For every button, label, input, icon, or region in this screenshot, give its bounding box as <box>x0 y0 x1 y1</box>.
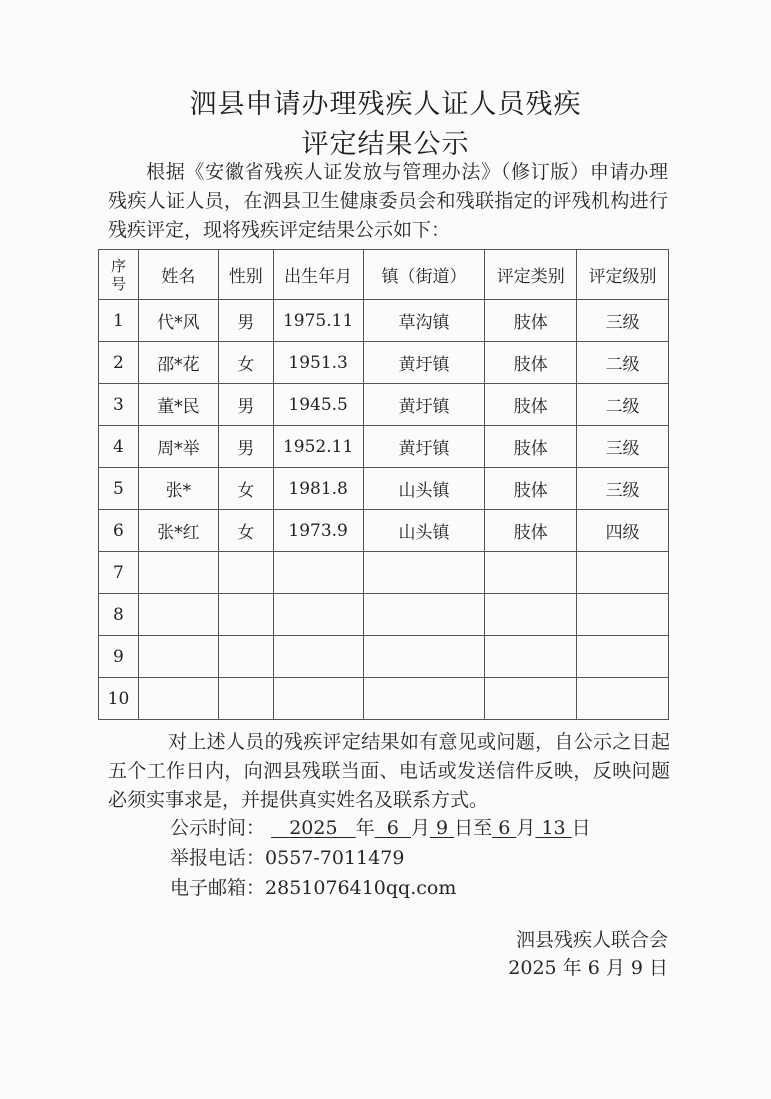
report-phone <box>170 843 404 870</box>
table-cell: 女 <box>218 342 273 384</box>
document-title-line2: 评定结果公示 <box>301 129 470 160</box>
table-cell: 肢体 <box>485 426 577 468</box>
table-cell <box>218 678 273 720</box>
column-header: 镇（街道） <box>363 250 485 300</box>
table-row <box>99 468 669 510</box>
notice-to: 日至 <box>454 817 493 839</box>
table-cell: 1973.9 <box>273 510 363 552</box>
table-cell: 1975.11 <box>273 300 363 342</box>
table-cell: 张*红 <box>138 510 218 552</box>
day-unit: 日 <box>571 817 591 839</box>
table-cell: 男 <box>218 300 273 342</box>
table-cell: 周*举 <box>138 426 218 468</box>
column-header: 性别 <box>218 250 273 300</box>
signature-org: 泗县残疾人联合会 <box>515 929 668 951</box>
table-cell: 张* <box>138 468 218 510</box>
table-cell <box>273 636 363 678</box>
table-cell: 山头镇 <box>363 510 485 552</box>
table-cell: 10 <box>99 678 139 720</box>
table-cell: 7 <box>99 552 139 594</box>
table-cell <box>138 552 218 594</box>
table-cell: 山头镇 <box>363 468 485 510</box>
table-cell: 3 <box>99 384 139 426</box>
table-cell <box>577 594 669 636</box>
report-phone-label: 举报电话： <box>170 847 266 869</box>
table-cell: 女 <box>218 510 273 552</box>
table-row <box>99 300 669 342</box>
table-cell: 2 <box>99 342 139 384</box>
notice-year: 2025 <box>289 817 338 839</box>
table-cell <box>485 594 577 636</box>
table-body <box>99 300 669 720</box>
month-unit: 月 <box>410 817 430 839</box>
intro-paragraph: 根据《安徽省残疾人证发放与管理办法》（修订版）申请办理残疾人证人员，在泗县卫生健康委员会和残联指定的评残机构进行残疾评定，现将残疾评定结果公示如下： <box>108 161 668 241</box>
notice-end-month: 6 <box>498 817 511 839</box>
table-cell: 5 <box>99 468 139 510</box>
table-cell: 黄圩镇 <box>363 426 485 468</box>
table-row <box>99 552 669 594</box>
column-header: 评定类别 <box>485 250 577 300</box>
year-unit: 年 <box>355 817 375 839</box>
table-row <box>99 426 669 468</box>
table-cell: 肢体 <box>485 300 577 342</box>
table-cell: 黄圩镇 <box>363 384 485 426</box>
table-cell <box>363 636 485 678</box>
report-email-label: 电子邮箱： <box>170 877 266 899</box>
table-cell: 二级 <box>577 342 669 384</box>
notice-period-label: 公示时间： <box>170 817 266 839</box>
report-email <box>170 873 456 900</box>
table-cell <box>363 552 485 594</box>
table-cell: 男 <box>218 384 273 426</box>
table-cell <box>577 678 669 720</box>
column-header: 出生年月 <box>273 250 363 300</box>
table-cell: 黄圩镇 <box>363 342 485 384</box>
table-cell: 肢体 <box>485 510 577 552</box>
table-row <box>99 594 669 636</box>
table-cell <box>273 594 363 636</box>
table-cell <box>485 636 577 678</box>
table-cell: 代*风 <box>138 300 218 342</box>
table-cell: 二级 <box>577 384 669 426</box>
table-cell <box>363 678 485 720</box>
table-cell <box>138 594 218 636</box>
table-cell: 三级 <box>577 300 669 342</box>
table-cell: 肢体 <box>485 342 577 384</box>
table-cell: 9 <box>99 636 139 678</box>
table-cell: 6 <box>99 510 139 552</box>
table-cell: 4 <box>99 426 139 468</box>
table-cell <box>218 594 273 636</box>
table-cell <box>218 552 273 594</box>
column-header: 序 号 <box>99 250 139 300</box>
table-cell <box>273 678 363 720</box>
table-cell <box>218 636 273 678</box>
table-cell: 邵*花 <box>138 342 218 384</box>
table-cell <box>273 552 363 594</box>
table-row <box>99 384 669 426</box>
table-cell <box>138 678 218 720</box>
table-cell <box>138 636 218 678</box>
objection-note: 对上述人员的残疾评定结果如有意见或问题，自公示之日起五个工作日内，向泗县残联当面、电话或发送信件反映，反映问题必须实事求是，并提供真实姓名及联系方式。 <box>108 731 670 811</box>
table-cell <box>485 552 577 594</box>
table-header-row <box>99 250 669 300</box>
signature-date: 2025 年 6 月 9 日 <box>508 957 668 979</box>
table-cell <box>577 552 669 594</box>
table-row <box>99 678 669 720</box>
table-cell <box>577 636 669 678</box>
notice-start-month: 6 <box>386 817 399 839</box>
report-email-value: 2851076410qq.com <box>265 877 457 899</box>
table-cell: 1981.8 <box>273 468 363 510</box>
month-unit-2: 月 <box>516 817 536 839</box>
table-cell: 草沟镇 <box>363 300 485 342</box>
table-cell: 三级 <box>577 426 669 468</box>
table-cell: 1951.3 <box>273 342 363 384</box>
table-cell: 男 <box>218 426 273 468</box>
table-cell <box>485 678 577 720</box>
column-header: 姓名 <box>138 250 218 300</box>
table-cell: 女 <box>218 468 273 510</box>
table-cell: 肢体 <box>485 384 577 426</box>
table-cell: 三级 <box>577 468 669 510</box>
table-cell: 董*民 <box>138 384 218 426</box>
table-cell: 8 <box>99 594 139 636</box>
table-cell: 肢体 <box>485 468 577 510</box>
table-cell <box>363 594 485 636</box>
results-table <box>98 249 669 720</box>
table-row <box>99 342 669 384</box>
notice-end-day: 13 <box>541 817 566 839</box>
notice-period <box>170 813 591 840</box>
table-cell: 1 <box>99 300 139 342</box>
report-phone-value: 0557-7011479 <box>265 847 405 869</box>
table-cell: 四级 <box>577 510 669 552</box>
table-cell: 1952.11 <box>273 426 363 468</box>
table-cell: 1945.5 <box>273 384 363 426</box>
notice-start-day: 9 <box>436 817 449 839</box>
table-row <box>99 636 669 678</box>
document-title-line1: 泗县申请办理残疾人证人员残疾 <box>189 89 582 120</box>
table-row <box>99 510 669 552</box>
column-header: 评定级别 <box>577 250 669 300</box>
